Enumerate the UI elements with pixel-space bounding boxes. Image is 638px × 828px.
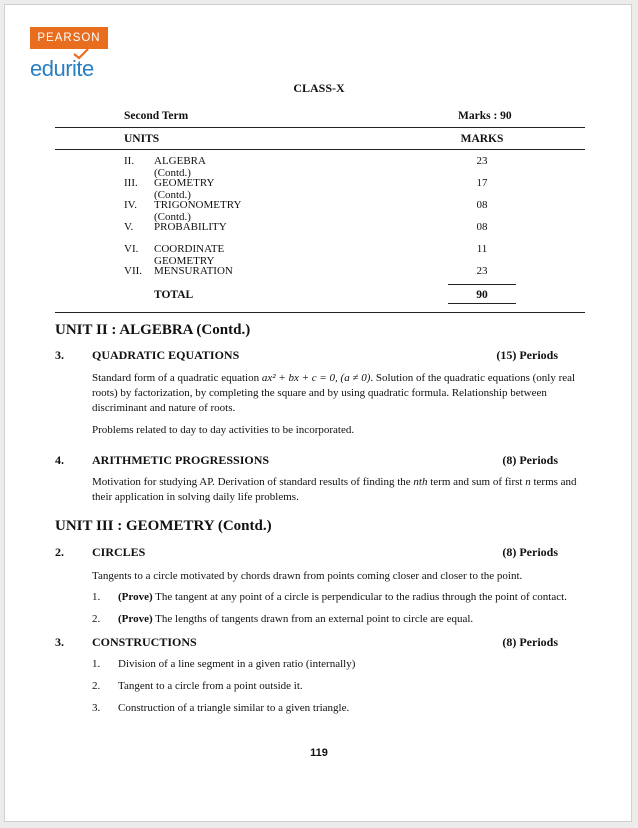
list-number: 1. — [92, 658, 101, 670]
section-periods: (8) Periods — [502, 545, 558, 559]
table-top-rule — [55, 127, 585, 128]
quadratic-equation: ax² + bx + c = 0, (a ≠ 0) — [261, 372, 371, 384]
paragraph-quadratic: Standard form of a quadratic equation ax² + bx + c = 0, (a ≠ 0). Solution of the quadratic equations (only real roots) by factorization, by completing the square and by using quadratic formula. Relationship between discriminant and nature of roots. — [92, 372, 576, 414]
class-title: CLASS-X — [293, 81, 345, 95]
list-item: Construction of a triangle similar to a given triangle. — [118, 702, 350, 714]
total-label: TOTAL — [154, 289, 194, 301]
list-item: Tangent to a circle from a point outside it. — [118, 680, 303, 692]
section-periods: (8) Periods — [502, 453, 558, 467]
section-title: CONSTRUCTIONS — [92, 635, 197, 649]
section-number: 4. — [55, 453, 64, 467]
units-header: UNITS — [124, 133, 160, 145]
term-label: Second Term — [124, 110, 189, 122]
total-top-rule — [448, 284, 516, 285]
section-title: CIRCLES — [92, 545, 146, 559]
unit-ii-heading: UNIT II : ALGEBRA (Contd.) — [55, 322, 251, 338]
paragraph-problems: Problems related to day to day activities to be incorporated. — [92, 424, 355, 436]
section-title: QUADRATIC EQUATIONS — [92, 348, 240, 362]
edurite-wordmark: edurite — [30, 56, 94, 81]
total-value: 90 — [476, 289, 488, 301]
table-header-rule — [55, 149, 585, 150]
list-item: (Prove) The lengths of tangents drawn from an external point to circle are equal. — [118, 613, 474, 625]
paragraph-ap: Motivation for studying AP. Derivation of standard results of finding the nth term and sum of first n terms and their application in solving daily life problems. — [92, 476, 577, 503]
section-title: ARITHMETIC PROGRESSIONS — [92, 453, 270, 467]
nth-term: nth — [413, 476, 428, 488]
section-number: 2. — [55, 545, 64, 559]
list-number: 2. — [92, 613, 101, 625]
list-number: 1. — [92, 591, 101, 603]
total-bottom-rule — [448, 303, 516, 304]
table-bottom-rule — [55, 312, 585, 313]
section-number: 3. — [55, 348, 64, 362]
paragraph-circles: Tangents to a circle motivated by chords drawn from points coming closer and closer to the point. — [92, 570, 523, 582]
page-number: 119 — [310, 747, 328, 759]
pearson-logo: PEARSON — [30, 27, 108, 49]
checkmark-icon — [73, 48, 89, 60]
unit-iii-heading: UNIT III : GEOMETRY (Contd.) — [55, 518, 272, 534]
edurite-logo — [30, 56, 94, 82]
section-periods: (8) Periods — [502, 635, 558, 649]
list-number: 2. — [92, 680, 101, 692]
section-periods: (15) Periods — [496, 348, 558, 362]
section-number: 3. — [55, 635, 64, 649]
marks-total-label: Marks : 90 — [458, 110, 512, 122]
list-item: Division of a line segment in a given ratio (internally) — [118, 658, 356, 670]
list-item: (Prove) The tangent at any point of a circle is perpendicular to the radius through the point of contact. — [118, 591, 567, 603]
list-number: 3. — [92, 702, 101, 714]
marks-header: MARKS — [460, 133, 504, 145]
